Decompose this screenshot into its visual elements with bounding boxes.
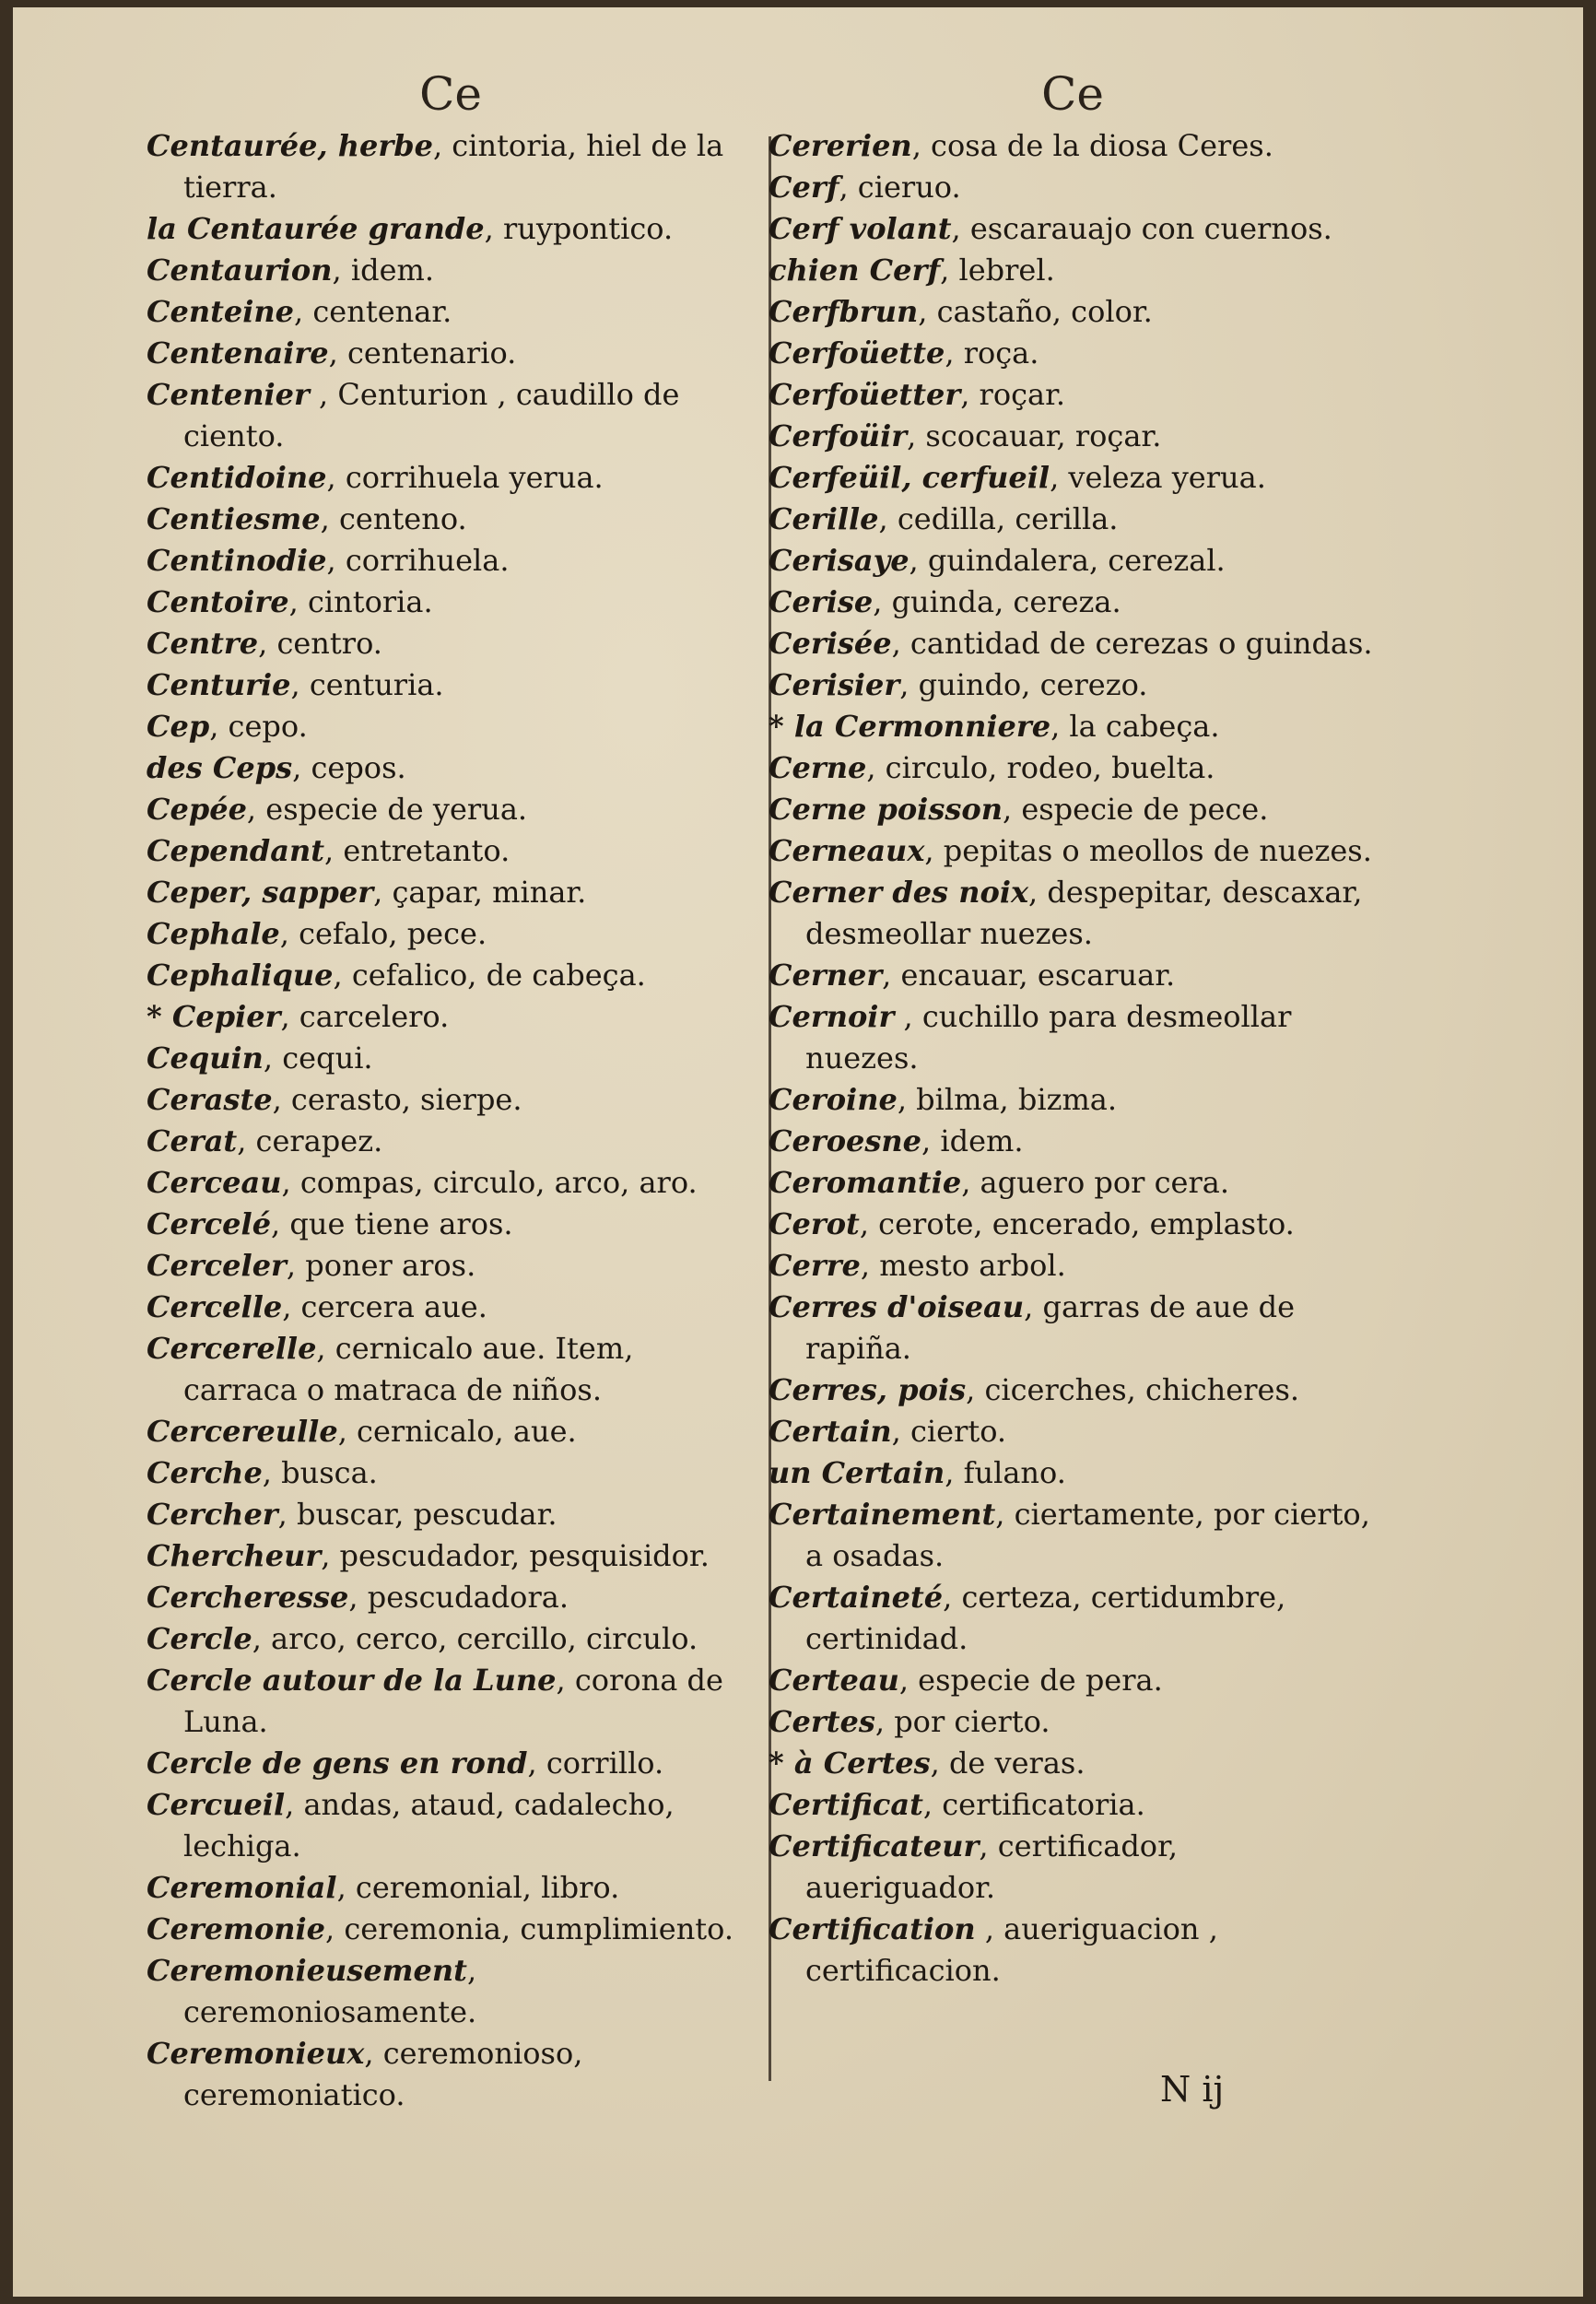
entry-definition: , garras de aue de rapiña. [805,1289,1296,1366]
dictionary-entry [147,872,755,913]
dictionary-entry [769,1452,1377,1494]
entry-definition: , buscar, pescudar. [277,1497,557,1532]
dictionary-entry [769,540,1377,582]
dictionary-entry [769,706,1377,747]
entry-headword: Cephalique [147,958,334,993]
dictionary-entry [769,167,1377,208]
dictionary-entry [147,1577,755,1618]
entry-headword: Certificat [769,1787,923,1822]
entry-headword: Cerre [769,1248,861,1283]
dictionary-entry [147,955,755,996]
dictionary-entry [147,1121,755,1162]
entry-definition: , cicerches, chicheres. [966,1372,1300,1407]
entry-headword: Certeau [769,1663,899,1698]
dictionary-entry [147,1287,755,1328]
entry-definition: , centro. [258,626,382,661]
entry-definition: , corrillo. [527,1746,664,1781]
entry-definition: , corrihuela. [326,543,510,578]
dictionary-entry [147,2033,755,2116]
dictionary-entry [147,1204,755,1245]
signature-mark: N ij [1160,2069,1225,2110]
entry-headword: Cercueil [147,1787,286,1822]
entry-headword: Centre [147,626,259,661]
entry-definition: , encauar, escaruar. [882,958,1176,993]
dictionary-entry [147,1452,755,1494]
dictionary-entry [147,499,755,540]
entry-definition: , roça. [945,335,1039,370]
dictionary-entry [147,664,755,706]
dictionary-entry [147,291,755,333]
entry-definition: , corrihuela yerua. [326,460,604,495]
entry-headword: Ceper, sapper [147,875,374,910]
dictionary-entry [147,1411,755,1452]
dictionary-entry [769,1784,1377,1826]
entry-definition: , scocauar, roçar. [907,418,1162,453]
entry-definition: , ceremonial, libro. [336,1870,620,1905]
entry-definition: , cerote, encerado, emplasto. [859,1206,1295,1241]
entry-headword: Cependant [147,833,324,868]
entry-headword: * à Certes [769,1746,931,1781]
dictionary-entry [147,1660,755,1743]
entry-headword: Cerner des noix [769,875,1029,910]
entry-definition: , idem. [332,253,435,288]
dictionary-entry [769,1701,1377,1743]
dictionary-entry [769,1909,1377,1992]
dictionary-entry [769,1369,1377,1411]
entry-definition: , cintoria. [288,584,433,619]
entry-definition: , escarauajo con cuernos. [951,211,1332,246]
entry-headword: Certain [769,1414,892,1449]
entry-definition: , fulano. [945,1455,1066,1490]
entry-definition: , poner aros. [286,1248,476,1283]
left-column [147,65,755,2116]
dictionary-entry [147,1535,755,1577]
entry-headword: Cerne poisson [769,792,1003,827]
entry-definition: , centenario. [328,335,517,370]
dictionary-entry [147,457,755,499]
dictionary-entry [147,830,755,872]
dictionary-entry [769,955,1377,996]
entry-definition: , aueriguacion , certificacion. [805,1911,1218,1988]
entry-definition: , bilma, bizma. [897,1082,1118,1117]
entry-definition: , cerasto, sierpe. [272,1082,522,1117]
dictionary-entry [769,747,1377,789]
entry-headword: chien Cerf [769,253,941,288]
entry-headword: Cerille [769,501,879,536]
entry-definition: , idem. [921,1123,1024,1158]
dictionary-page [13,7,1583,2297]
dictionary-entry [769,291,1377,333]
entry-headword: Chercheur [147,1538,322,1573]
entry-headword: Cerisier [769,667,900,702]
dictionary-entry [769,125,1377,167]
entry-definition: , cerapez. [237,1123,383,1158]
dictionary-entry [147,1162,755,1204]
dictionary-entry [147,1867,755,1909]
entry-headword: Cercelé [147,1206,272,1241]
dictionary-entry [147,706,755,747]
entry-headword: Certes [769,1704,875,1739]
dictionary-entry [769,1660,1377,1701]
entry-headword: un Certain [769,1455,945,1490]
entry-headword: Centenaire [147,335,329,370]
dictionary-entry [147,789,755,830]
entry-headword: Cerisée [769,626,892,661]
dictionary-entry [147,623,755,664]
entry-headword: Centiesme [147,501,321,536]
entry-definition: , ceremoniosamente. [183,1953,477,2029]
dictionary-entry [769,1079,1377,1121]
entry-headword: Cerfbrun [769,294,919,329]
dictionary-entry [147,540,755,582]
entry-headword: Cerisaye [769,543,909,578]
dictionary-entry [769,623,1377,664]
dictionary-entry [769,582,1377,623]
entry-definition: , cequi. [263,1040,373,1076]
entry-headword: Cerfoüette [769,335,945,370]
entry-definition: , busca. [262,1455,378,1490]
entry-definition: , cantidad de cerezas o guindas. [891,626,1373,661]
entry-headword: Cerche [147,1455,263,1490]
entry-definition: , cefalo, pece. [279,916,487,951]
entry-headword: Cerf [769,170,839,205]
entry-definition: , çapar, minar. [373,875,587,910]
entry-definition: , pescudadora. [348,1580,569,1615]
entry-definition: , ceremonia, cumplimiento. [325,1911,734,1946]
entry-definition: , guinda, cereza. [873,584,1121,619]
dictionary-entry [147,1618,755,1660]
entry-definition: , carcelero. [280,999,450,1034]
dictionary-entry [147,1950,755,2033]
entry-headword: Cequin [147,1040,264,1076]
entry-headword: * la Cermonniere [769,709,1051,744]
entry-headword: Cerneaux [769,833,925,868]
dictionary-entry [769,1162,1377,1204]
entry-definition: , arco, cerco, cercillo, circulo. [252,1621,698,1656]
dictionary-entry [147,747,755,789]
entry-definition: , ruypontico. [484,211,674,246]
entry-definition: , roçar. [960,377,1066,412]
entry-headword: Cerfoüetter [769,377,961,412]
entry-headword: Ceroesne [769,1123,922,1158]
left-column-header: Ce [419,67,482,121]
entry-headword: Cernoir [769,999,895,1034]
dictionary-entry [147,1743,755,1784]
entry-definition: , mesto arbol. [860,1248,1066,1283]
entry-definition: , corona de Luna. [183,1663,723,1739]
dictionary-entry [769,996,1377,1079]
entry-definition: , de veras. [930,1746,1086,1781]
entry-definition: , pescudador, pesquisidor. [321,1538,710,1573]
entry-headword: Ceraste [147,1082,273,1117]
dictionary-entry [769,1494,1377,1577]
entry-headword: Cerceau [147,1165,282,1200]
dictionary-entry [769,664,1377,706]
dictionary-entry [769,1121,1377,1162]
entry-headword: Cercerelle [147,1331,317,1366]
entry-definition: , andas, ataud, cadalecho, lechiga. [183,1787,675,1863]
entry-headword: Certificateur [769,1828,980,1863]
dictionary-entry [769,1245,1377,1287]
entry-definition: , especie de pece. [1002,792,1269,827]
entry-headword: Cercelle [147,1289,283,1324]
entry-headword: Ceromantie [769,1165,962,1200]
dictionary-entry [769,1577,1377,1660]
entry-definition: , certificatoria. [922,1787,1145,1822]
entry-headword: Cepée [147,792,247,827]
dictionary-entry [147,582,755,623]
dictionary-entry [147,1784,755,1867]
dictionary-entry [769,416,1377,457]
entry-headword: Cerfoüir [769,418,908,453]
entry-headword: Cep [147,709,210,744]
entry-headword: Cercher [147,1497,278,1532]
entry-definition: , Centurion , caudillo de ciento. [183,377,680,453]
entry-headword: Certification [769,1911,976,1946]
entry-headword: Ceroine [769,1082,898,1117]
entry-definition: , cernicalo aue. Item, carraca o matraca de niños. [183,1331,634,1407]
dictionary-entry [147,125,755,208]
entry-definition: , especie de pera. [898,1663,1163,1698]
entry-headword: Cerf volant [769,211,952,246]
dictionary-entry [769,1743,1377,1784]
dictionary-entry [147,1494,755,1535]
entry-headword: Cerot [769,1206,860,1241]
entry-headword: Cephale [147,916,280,951]
entry-headword: Centenier [147,377,310,412]
left-entries [147,125,755,2116]
entry-definition: , compas, circulo, arco, aro. [281,1165,698,1200]
dictionary-entry [769,789,1377,830]
entry-definition: , guindo, cerezo. [899,667,1148,702]
entry-headword: Centidoine [147,460,327,495]
entry-headword: Ceremonial [147,1870,337,1905]
dictionary-entry [769,1287,1377,1369]
entry-headword: Cererien [769,128,912,163]
dictionary-entry [147,333,755,374]
entry-headword: Certaineté [769,1580,944,1615]
dictionary-entry [769,872,1377,955]
entry-definition: , veleza yerua. [1050,460,1266,495]
entry-definition: , centenar. [294,294,452,329]
dictionary-entry [147,374,755,457]
entry-headword: Cerat [147,1123,238,1158]
entry-headword: la Centaurée grande [147,211,485,246]
entry-definition: , cosa de la diosa Ceres. [911,128,1273,163]
entry-definition: , especie de yerua. [246,792,528,827]
entry-headword: Cercle [147,1621,252,1656]
entry-headword: Cerres d'oiseau [769,1289,1025,1324]
entry-headword: Cerres, pois [769,1372,967,1407]
dictionary-entry [769,1826,1377,1909]
entry-definition: , pepitas o meollos de nuezes. [924,833,1372,868]
entry-headword: Centaurion [147,253,333,288]
dictionary-entry [147,250,755,291]
entry-definition: , cepos. [292,750,406,785]
dictionary-entry [147,1328,755,1411]
entry-definition: , cernicalo, aue. [337,1414,577,1449]
entry-definition: , despepitar, descaxar, desmeollar nuezes. [805,875,1363,951]
entry-headword: Cercereulle [147,1414,338,1449]
dictionary-entry [147,1079,755,1121]
entry-headword: Centinodie [147,543,327,578]
entry-definition: , certificador, aueriguador. [805,1828,1179,1905]
dictionary-entry [769,830,1377,872]
entry-definition: , castaño, color. [918,294,1153,329]
right-column-header: Ce [1041,67,1104,121]
right-column [769,65,1377,1992]
entry-definition: , por cierto. [874,1704,1050,1739]
entry-definition: , ciertamente, por cierto, a osadas. [805,1497,1370,1573]
entry-headword: Cerne [769,750,867,785]
entry-definition: , cercera aue. [282,1289,487,1324]
entry-definition: , entretanto. [323,833,510,868]
entry-definition: , aguero por cera. [961,1165,1229,1200]
entry-headword: Ceremonieux [147,2036,365,2071]
dictionary-entry [769,1204,1377,1245]
right-entries [769,125,1377,1992]
entry-headword: Cercle autour de la Lune [147,1663,557,1698]
entry-definition: , centuria. [290,667,444,702]
dictionary-entry [147,208,755,250]
entry-definition: , la cabeça. [1050,709,1220,744]
entry-headword: * Cepier [147,999,281,1034]
entry-definition: , guindalera, cerezal. [909,543,1226,578]
entry-headword: des Ceps [147,750,293,785]
dictionary-entry [147,1245,755,1287]
dictionary-entry [769,1411,1377,1452]
entry-headword: Centaurée, herbe [147,128,433,163]
entry-headword: Centurie [147,667,291,702]
entry-headword: Ceremonie [147,1911,326,1946]
entry-definition: , ceremonioso, ceremoniatico. [183,2036,583,2112]
dictionary-entry [147,996,755,1038]
dictionary-entry [769,250,1377,291]
entry-definition: , cintoria, hiel de la tierra. [183,128,724,205]
entry-headword: Cerfeüil, cerfueil [769,460,1050,495]
dictionary-entry [769,457,1377,499]
entry-headword: Cercle de gens en rond [147,1746,528,1781]
entry-definition: , que tiene aros. [271,1206,513,1241]
entry-headword: Cercheresse [147,1580,349,1615]
entry-definition: , centeno. [320,501,467,536]
entry-headword: Centeine [147,294,295,329]
dictionary-entry [147,1909,755,1950]
entry-definition: , cierto. [891,1414,1007,1449]
entry-definition: , circulo, rodeo, buelta. [866,750,1215,785]
entry-definition: , cedilla, cerilla. [878,501,1119,536]
entry-definition: , cuchillo para desmeollar nuezes. [805,999,1292,1076]
entry-definition: , certeza, certidumbre, certinidad. [805,1580,1286,1656]
entry-headword: Ceremonieusement [147,1953,467,1988]
entry-definition: , lebrel. [940,253,1055,288]
entry-definition: , cieruo. [839,170,961,205]
dictionary-entry [769,333,1377,374]
entry-headword: Cerceler [147,1248,287,1283]
entry-definition: , cefalico, de cabeça. [333,958,646,993]
entry-headword: Cerner [769,958,883,993]
dictionary-entry [147,913,755,955]
entry-headword: Centoire [147,584,289,619]
entry-headword: Certainement [769,1497,996,1532]
dictionary-entry [769,499,1377,540]
entry-definition: , cepo. [209,709,308,744]
dictionary-entry [769,374,1377,416]
entry-headword: Cerise [769,584,874,619]
dictionary-entry [769,208,1377,250]
dictionary-entry [147,1038,755,1079]
